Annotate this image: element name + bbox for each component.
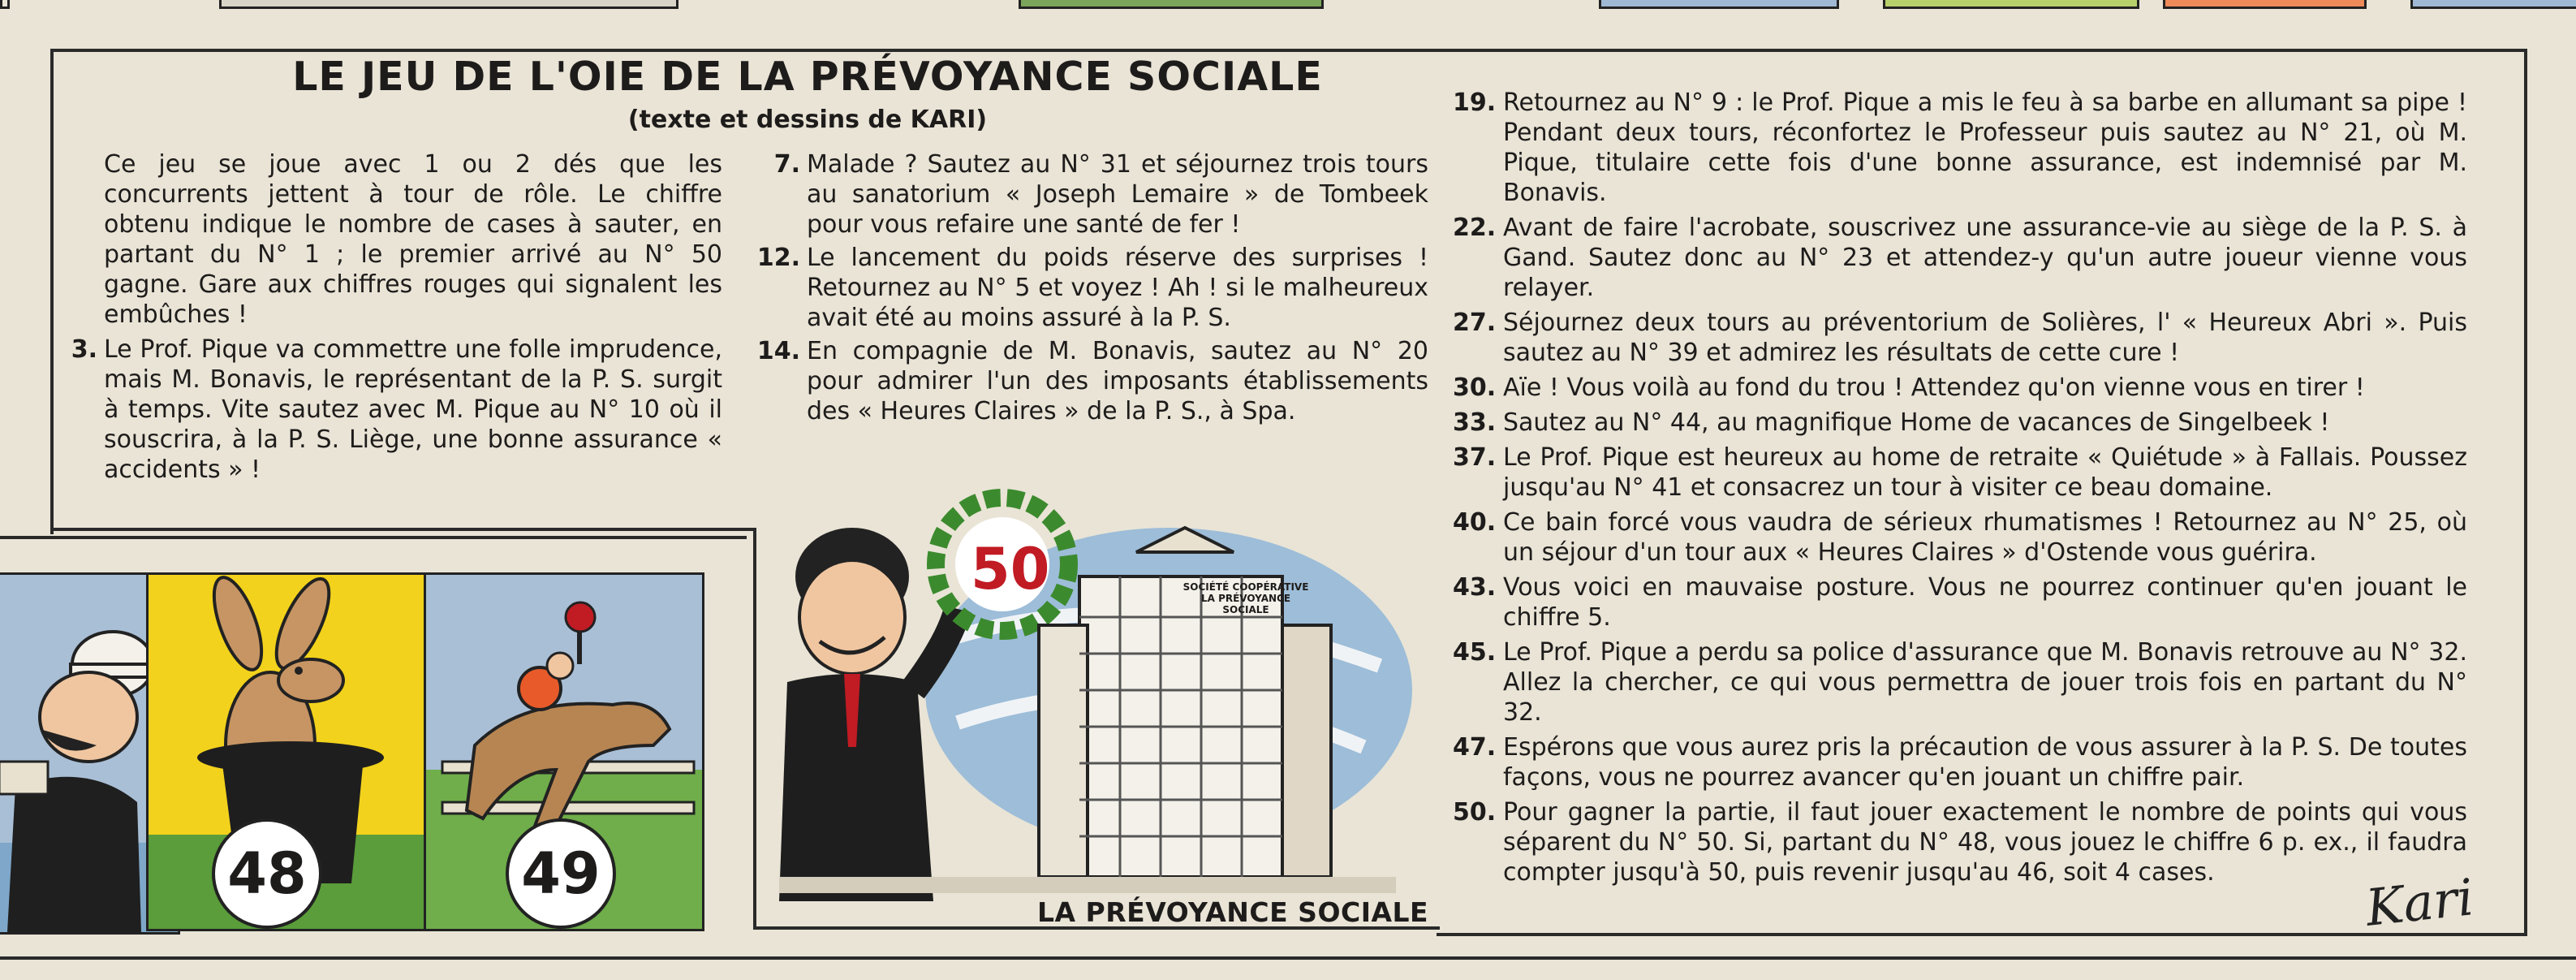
board-square-top — [0, 0, 10, 9]
rule-entry — [755, 243, 1428, 333]
rule-entry — [1453, 637, 2467, 727]
board-square-48 — [146, 572, 427, 931]
board-square-top — [2410, 0, 2576, 9]
intro-paragraph: Ce jeu se joue avec 1 ou 2 dés que les concurrents jettent à tour de rôle. Le chiffre obtenu indique le nombre de cases à sauter, en partant du N° 1 ; le premier arrivé au N° 50 gagne. Gare aux chiffres rouges qui signalent les embûches ! — [104, 150, 722, 329]
rule-entry — [1453, 507, 2467, 568]
board-square-top — [1599, 0, 1839, 9]
rule-number: 14. — [756, 337, 800, 365]
board-square-top — [1883, 0, 2139, 9]
rules-column-1 — [71, 149, 722, 488]
rule-number: 33. — [1453, 408, 1497, 437]
rule-entry — [755, 149, 1428, 240]
rule-text: Le lancement du poids réserve des surprises ! Retournez au N° 5 et voyez ! Ah ! si le malheureux avait été au moins assuré à la P. S. — [807, 244, 1428, 332]
rule-number: 22. — [1453, 214, 1497, 242]
rule-number: 50. — [1453, 798, 1497, 827]
promo-illustration — [730, 479, 1445, 909]
rule-number: 12. — [756, 244, 800, 272]
rule-text: Le Prof. Pique est heureux au home de retraite « Quiétude » à Fallais. Poussez jusqu'au N° 41 et consacrez un tour à visiter ce beau domaine. — [1503, 443, 2467, 502]
rules-column-3 — [1453, 88, 2467, 892]
rule-text: Retournez au N° 9 : le Prof. Pique a mis le feu à sa barbe en allumant sa pipe ! Pendant deux tours, réconfortez le Professeur puis sautez au N° 21, où M. Pique, titulaire cette fois d'une bonne assurance, est indemnisé par M. Bonavis. — [1503, 89, 2467, 207]
page-title: LE JEU DE L'OIE DE LA PRÉVOYANCE SOCIALE — [292, 54, 1323, 100]
frame-divider — [50, 528, 756, 531]
rule-number: 37. — [1453, 443, 1497, 472]
rule-number: 47. — [1453, 733, 1497, 762]
rule-text: Le Prof. Pique a perdu sa police d'assurance que M. Bonavis retrouve au N° 32. Allez la chercher, ce qui vous permettra de jouer trois fois en partant du N° 32. — [1503, 638, 2467, 727]
rule-number: 19. — [1453, 89, 1497, 117]
rule-entry — [1453, 572, 2467, 632]
rule-number: 3. — [71, 335, 97, 364]
board-square-49 — [424, 572, 704, 931]
rule-entry — [1453, 373, 2467, 403]
rule-entry — [1453, 443, 2467, 503]
rule-text: Séjournez deux tours au préventorium de Solières, l' « Heureux Abri ». Puis sautez au N° 39 et admirez les résultats de cette cure ! — [1503, 309, 2467, 367]
illustration-caption: LA PRÉVOYANCE SOCIALE — [1037, 896, 1429, 928]
rule-text: Avant de faire l'acrobate, souscrivez une assurance-vie au siège de la P. S. à Gand. Sautez donc au N° 23 et attendez-y qu'un autre joueur vienne vous relayer. — [1503, 214, 2467, 302]
artist-signature: Kari — [2363, 867, 2477, 938]
building-sign: SOCIÉTÉ COOPÉRATIVE LA PRÉVOYANCE SOCIALE — [1182, 581, 1309, 615]
rule-text: En compagnie de M. Bonavis, sautez au N° 20 pour admirer l'un des imposants établissements des « Heures Claires » de la P. S., à Spa. — [807, 337, 1428, 425]
page-subtitle: (texte et dessins de KARI) — [627, 106, 988, 134]
laurel-number: 50 — [971, 536, 1050, 602]
rule-text: Pour gagner la partie, il faut jouer exactement le nombre de points qui vous séparent du N° 50. Si, partant du N° 48, vous jouez le chiffre 6 p. ex., il faudra compter jusqu'à 50, puis revenir jusqu'au 46, soit 4 cases. — [1503, 798, 2467, 887]
rules-column-2 — [755, 149, 1428, 430]
board-square-top — [2163, 0, 2367, 9]
rule-entry — [1453, 213, 2467, 303]
rule-text: Ce bain forcé vous vaudra de sérieux rhumatismes ! Retournez au N° 25, où un séjour d'un tour aux « Heures Claires » d'Ostende vous guérira. — [1503, 508, 2467, 567]
rule-entry — [755, 336, 1428, 426]
rule-number: 7. — [773, 150, 800, 179]
board-edge — [0, 536, 747, 539]
rule-number: 45. — [1453, 638, 1497, 667]
square-number-49: 49 — [506, 818, 616, 929]
rule-text: Espérons que vous aurez pris la précaution de vous assurer à la P. S. De toutes façons, vous ne pourrez avancer qu'en jouant un chiffre pair. — [1503, 733, 2467, 792]
rule-number: 40. — [1453, 508, 1497, 537]
board-square-top — [219, 0, 678, 9]
board-edge — [0, 956, 2576, 960]
rule-entry — [1453, 408, 2467, 438]
rule-number: 30. — [1453, 373, 1497, 402]
rule-text: Aïe ! Vous voilà au fond du trou ! Attendez qu'on vienne vous en tirer ! — [1503, 373, 2365, 402]
rule-number: 43. — [1453, 573, 1497, 602]
rule-number: 27. — [1453, 309, 1497, 337]
rule-entry — [1453, 732, 2467, 792]
rule-text: Malade ? Sautez au N° 31 et séjournez trois tours au sanatorium « Joseph Lemaire » de Tombeek pour vous refaire une santé de fer ! — [807, 150, 1428, 239]
board-square-top — [1019, 0, 1324, 9]
rule-entry — [1453, 797, 2467, 887]
rule-text: Vous voici en mauvaise posture. Vous ne pourrez continuer qu'en jouant le chiffre 5. — [1503, 573, 2467, 632]
rule-entry — [52, 335, 722, 485]
square-number-48: 48 — [212, 818, 322, 929]
rule-entry — [1453, 88, 2467, 208]
rule-text: Sautez au N° 44, au magnifique Home de vacances de Singelbeek ! — [1503, 408, 2330, 437]
rule-text: Le Prof. Pique va commettre une folle imprudence, mais M. Bonavis, le représentant de la P. S. surgit à temps. Vite sautez avec M. Pique au N° 10 où il souscrira, à la P. S. Liège, une bonne assurance « accidents » ! — [104, 335, 722, 484]
rule-entry — [1453, 308, 2467, 368]
